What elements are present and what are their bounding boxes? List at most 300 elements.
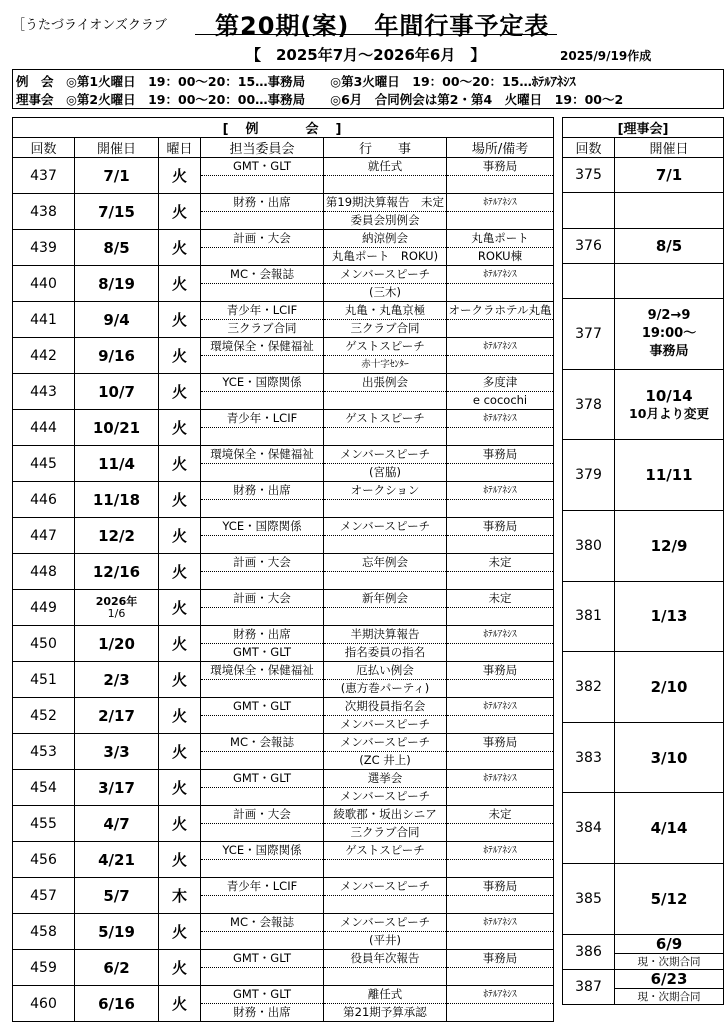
meeting-event bbox=[324, 194, 447, 230]
board-number: 380 bbox=[563, 510, 615, 581]
meeting-event bbox=[324, 482, 447, 518]
meeting-weekday: 火 bbox=[159, 302, 201, 338]
meeting-committee-line bbox=[201, 248, 323, 265]
meeting-place-line bbox=[447, 500, 553, 517]
meeting-weekday: 火 bbox=[159, 518, 201, 554]
meeting-place-line bbox=[447, 824, 553, 841]
board-date-line: 10/14 bbox=[645, 386, 693, 405]
board-number: 381 bbox=[563, 581, 615, 652]
meeting-weekday: 火 bbox=[159, 770, 201, 806]
meeting-place-line: 事務局 bbox=[447, 950, 553, 968]
column-header: 開催日 bbox=[75, 138, 159, 158]
meeting-committee bbox=[201, 950, 324, 986]
meeting-place bbox=[447, 842, 554, 878]
meeting-place-line: ﾎﾃﾙｱﾈｼｽ bbox=[447, 338, 553, 356]
meeting-place-line bbox=[447, 428, 553, 445]
meeting-committee bbox=[201, 986, 324, 1022]
meeting-date: 1/20 bbox=[75, 626, 159, 662]
board-number: 378 bbox=[563, 369, 615, 440]
meeting-event-line: 三クラブ合同 bbox=[350, 321, 420, 335]
meeting-event-line bbox=[324, 896, 446, 913]
board-date bbox=[615, 934, 724, 969]
meeting-event bbox=[324, 374, 447, 410]
board-date bbox=[615, 863, 724, 934]
meeting-committee-line bbox=[201, 824, 323, 841]
meeting-place-line: ﾎﾃﾙｱﾈｼｽ bbox=[447, 626, 553, 644]
board-date-line: 6/23 bbox=[650, 969, 688, 988]
meeting-committee-line bbox=[201, 716, 323, 733]
board-date bbox=[615, 158, 724, 193]
meeting-event-line: メンバースピーチ bbox=[324, 878, 446, 896]
meeting-number: 452 bbox=[13, 698, 75, 734]
meeting-date: 5/7 bbox=[75, 878, 159, 914]
board-row bbox=[563, 299, 724, 370]
board-table bbox=[562, 117, 724, 1005]
meetings-table bbox=[12, 117, 554, 1022]
meeting-weekday: 火 bbox=[159, 446, 201, 482]
meeting-weekday: 火 bbox=[159, 986, 201, 1022]
meeting-place-line bbox=[447, 860, 553, 877]
meeting-row bbox=[13, 302, 554, 338]
meeting-number: 450 bbox=[13, 626, 75, 662]
meeting-date: 10/21 bbox=[75, 410, 159, 446]
meeting-committee-line: 三クラブ合同 bbox=[227, 321, 297, 335]
meeting-place bbox=[447, 410, 554, 446]
meeting-number: 448 bbox=[13, 554, 75, 590]
meeting-committee bbox=[201, 446, 324, 482]
meeting-committee-line bbox=[201, 536, 323, 553]
meeting-committee-line: GMT・GLT bbox=[201, 770, 323, 788]
board-date bbox=[615, 263, 724, 298]
meeting-place-line: ﾎﾃﾙｱﾈｼｽ bbox=[447, 194, 553, 212]
meeting-weekday: 火 bbox=[159, 590, 201, 626]
meeting-event bbox=[324, 518, 447, 554]
meeting-committee-line: 計画・大会 bbox=[201, 554, 323, 572]
meeting-place bbox=[447, 950, 554, 986]
meeting-event-line: 選挙会 bbox=[324, 770, 446, 788]
meeting-committee-line bbox=[201, 608, 323, 625]
meeting-committee-line: GMT・GLT bbox=[201, 986, 323, 1004]
schedule-info-box bbox=[12, 69, 724, 109]
meeting-weekday: 火 bbox=[159, 950, 201, 986]
meeting-weekday: 火 bbox=[159, 230, 201, 266]
meeting-row bbox=[13, 230, 554, 266]
meeting-event-line: 離任式 bbox=[324, 986, 446, 1004]
meeting-row bbox=[13, 914, 554, 950]
meeting-committee bbox=[201, 302, 324, 338]
meeting-event-line: メンバースピーチ bbox=[324, 446, 446, 464]
meeting-date: 7/15 bbox=[75, 194, 159, 230]
board-number: 382 bbox=[563, 652, 615, 723]
meeting-event bbox=[324, 662, 447, 698]
meeting-committee bbox=[201, 518, 324, 554]
meeting-place-line bbox=[447, 572, 553, 589]
meeting-date: 9/4 bbox=[75, 302, 159, 338]
meeting-place bbox=[447, 338, 554, 374]
meeting-date: 2/17 bbox=[75, 698, 159, 734]
meeting-committee-line bbox=[201, 464, 323, 481]
meeting-committee-line bbox=[201, 428, 323, 445]
meeting-event-line: 半期決算報告 bbox=[324, 626, 446, 644]
meeting-number: 443 bbox=[13, 374, 75, 410]
meeting-committee-line bbox=[201, 968, 323, 985]
meeting-event bbox=[324, 950, 447, 986]
meeting-event-line: ゲストスピーチ bbox=[324, 410, 446, 428]
board-number: 375 bbox=[563, 158, 615, 193]
meeting-date: 2/3 bbox=[75, 662, 159, 698]
meeting-row bbox=[13, 806, 554, 842]
meeting-row bbox=[13, 518, 554, 554]
board-row bbox=[563, 793, 724, 864]
meeting-event-line: (ZC 井上) bbox=[359, 753, 411, 767]
meeting-date: 4/7 bbox=[75, 806, 159, 842]
meeting-event-line: 委員会別例会 bbox=[350, 213, 420, 227]
meeting-weekday: 火 bbox=[159, 662, 201, 698]
meeting-event-line: メンバースピーチ bbox=[324, 518, 446, 536]
meeting-place-line: オークラホテル丸亀 bbox=[447, 302, 553, 320]
board-number: 384 bbox=[563, 793, 615, 864]
meeting-place-line: 事務局 bbox=[447, 158, 553, 176]
meeting-event bbox=[324, 302, 447, 338]
meeting-committee-line bbox=[201, 356, 323, 373]
meeting-number: 458 bbox=[13, 914, 75, 950]
meeting-date: 12/2 bbox=[75, 518, 159, 554]
board-number: 385 bbox=[563, 863, 615, 934]
board-row bbox=[563, 440, 724, 511]
meeting-event-line bbox=[324, 428, 446, 445]
created-date: 2025/9/19作成 bbox=[560, 49, 652, 63]
meeting-committee bbox=[201, 806, 324, 842]
meeting-event-line: (宮脇) bbox=[369, 465, 401, 479]
meeting-event-line: 厄払い例会 bbox=[324, 662, 446, 680]
meeting-row bbox=[13, 410, 554, 446]
meeting-row bbox=[13, 986, 554, 1022]
meeting-place bbox=[447, 230, 554, 266]
meeting-committee bbox=[201, 266, 324, 302]
meeting-place-line bbox=[447, 968, 553, 985]
meeting-place-line: 事務局 bbox=[447, 446, 553, 464]
board-date bbox=[615, 722, 724, 793]
meeting-place-line bbox=[447, 464, 553, 481]
meeting-place-line bbox=[447, 320, 553, 337]
meeting-event-line: (恵方巻パーティ) bbox=[340, 681, 430, 695]
meeting-event bbox=[324, 266, 447, 302]
period-label: 【 2025年7月～2026年6月 】 bbox=[246, 46, 486, 64]
meeting-place-line: e cocochi bbox=[472, 393, 528, 407]
meeting-place-line bbox=[447, 536, 553, 553]
meeting-event-line: 新年例会 bbox=[324, 590, 446, 608]
meeting-committee-line bbox=[201, 176, 323, 193]
meeting-number: 447 bbox=[13, 518, 75, 554]
board-row bbox=[563, 863, 724, 934]
meeting-date: 6/2 bbox=[75, 950, 159, 986]
meeting-place-line bbox=[447, 284, 553, 301]
board-date-line: 5/12 bbox=[650, 889, 688, 908]
meeting-event bbox=[324, 734, 447, 770]
meeting-committee-line bbox=[201, 392, 323, 409]
meeting-place-line: ﾎﾃﾙｱﾈｼｽ bbox=[447, 482, 553, 500]
meeting-committee-line: YCE・国際関係 bbox=[201, 518, 323, 536]
meeting-place bbox=[447, 590, 554, 626]
meeting-committee bbox=[201, 770, 324, 806]
meeting-date: 10/7 bbox=[75, 374, 159, 410]
meeting-row bbox=[13, 626, 554, 662]
meeting-event-line bbox=[324, 572, 446, 589]
meeting-place-line: 未定 bbox=[447, 590, 553, 608]
meeting-place bbox=[447, 914, 554, 950]
info-line-meeting: 例 会 ◎第1火曜日 19：00～20：15…事務局 ◎第3火曜日 19：00～20：15…ﾎﾃﾙｱﾈｼｽ bbox=[16, 74, 576, 89]
meeting-event-line: メンバースピーチ bbox=[324, 266, 446, 284]
meeting-place-line: ﾎﾃﾙｱﾈｼｽ bbox=[447, 986, 553, 1004]
meeting-number: 442 bbox=[13, 338, 75, 374]
meeting-committee-line: GMT・GLT bbox=[201, 950, 323, 968]
meeting-date: 3/17 bbox=[75, 770, 159, 806]
meeting-committee bbox=[201, 374, 324, 410]
meeting-committee bbox=[201, 842, 324, 878]
meeting-number: 455 bbox=[13, 806, 75, 842]
meeting-weekday: 火 bbox=[159, 374, 201, 410]
column-header: 曜日 bbox=[159, 138, 201, 158]
meeting-place bbox=[447, 266, 554, 302]
meeting-committee bbox=[201, 338, 324, 374]
meeting-committee bbox=[201, 662, 324, 698]
meeting-place-line bbox=[447, 716, 553, 733]
meeting-weekday: 火 bbox=[159, 806, 201, 842]
meeting-number: 444 bbox=[13, 410, 75, 446]
meeting-committee bbox=[201, 482, 324, 518]
meeting-committee bbox=[201, 698, 324, 734]
meeting-event bbox=[324, 806, 447, 842]
meeting-committee-line: YCE・国際関係 bbox=[201, 374, 323, 392]
meeting-committee-line: MC・会報誌 bbox=[201, 734, 323, 752]
board-row bbox=[563, 722, 724, 793]
board-date bbox=[615, 228, 724, 263]
meeting-weekday: 火 bbox=[159, 410, 201, 446]
board-row bbox=[563, 193, 724, 228]
board-date-line: 2/10 bbox=[650, 677, 688, 696]
meeting-row bbox=[13, 374, 554, 410]
meeting-committee bbox=[201, 878, 324, 914]
meeting-row bbox=[13, 842, 554, 878]
meeting-number: 460 bbox=[13, 986, 75, 1022]
board-date-line: 19:00～ bbox=[641, 325, 697, 341]
meeting-event bbox=[324, 338, 447, 374]
meeting-committee-line: 計画・大会 bbox=[201, 590, 323, 608]
meeting-place-line: 事務局 bbox=[447, 662, 553, 680]
meeting-place bbox=[447, 374, 554, 410]
meeting-committee-line: 青少年・LCIF bbox=[201, 302, 323, 320]
board-number: 387 bbox=[563, 969, 615, 1004]
meeting-event bbox=[324, 698, 447, 734]
meeting-number: 446 bbox=[13, 482, 75, 518]
meeting-number: 445 bbox=[13, 446, 75, 482]
board-number bbox=[563, 193, 615, 228]
board-note: 現・次期合同 bbox=[615, 953, 723, 969]
meeting-weekday: 火 bbox=[159, 842, 201, 878]
meeting-event bbox=[324, 770, 447, 806]
meeting-place bbox=[447, 878, 554, 914]
meeting-committee-line: 計画・大会 bbox=[201, 230, 323, 248]
board-row bbox=[563, 510, 724, 581]
meeting-event-line bbox=[324, 536, 446, 553]
meeting-committee-line: 財務・出席 bbox=[233, 1005, 291, 1019]
board-row bbox=[563, 228, 724, 263]
meeting-number: 438 bbox=[13, 194, 75, 230]
meeting-committee bbox=[201, 410, 324, 446]
meeting-place bbox=[447, 806, 554, 842]
meeting-place-line bbox=[447, 1004, 553, 1021]
meeting-row bbox=[13, 950, 554, 986]
board-row bbox=[563, 158, 724, 193]
board-date-line: 事務局 bbox=[649, 343, 689, 359]
meeting-event-line bbox=[324, 968, 446, 985]
meeting-number: 453 bbox=[13, 734, 75, 770]
meeting-event-line: (三木) bbox=[369, 285, 401, 299]
board-date-line: 9/2→9 bbox=[647, 307, 691, 323]
meeting-place-line: ﾎﾃﾙｱﾈｼｽ bbox=[447, 698, 553, 716]
board-number bbox=[563, 263, 615, 298]
meeting-row bbox=[13, 770, 554, 806]
meeting-place-line bbox=[447, 896, 553, 913]
club-name: ［うたづライオンズクラブ bbox=[12, 18, 167, 33]
meeting-place-line: ﾎﾃﾙｱﾈｼｽ bbox=[447, 770, 553, 788]
meeting-event-line: ゲストスピーチ bbox=[324, 842, 446, 860]
board-date bbox=[615, 369, 724, 440]
meeting-place bbox=[447, 734, 554, 770]
meeting-committee-line: YCE・国際関係 bbox=[201, 842, 323, 860]
meeting-event-line: メンバースピーチ bbox=[339, 717, 431, 731]
meeting-number: 440 bbox=[13, 266, 75, 302]
board-date-line: 11/11 bbox=[645, 466, 693, 485]
meeting-event-line: 第19期決算報告 未定 bbox=[324, 194, 446, 212]
board-date-line: 6/9 bbox=[655, 934, 683, 953]
meeting-date: 12/16 bbox=[75, 554, 159, 590]
meeting-date: 7/1 bbox=[75, 158, 159, 194]
meeting-event bbox=[324, 878, 447, 914]
meeting-event-line: 丸亀・丸亀京極 bbox=[324, 302, 446, 320]
meeting-row bbox=[13, 734, 554, 770]
meeting-row bbox=[13, 194, 554, 230]
meeting-row bbox=[13, 662, 554, 698]
meeting-committee-line: 環境保全・保健福祉 bbox=[201, 446, 323, 464]
meeting-event-line: 納涼例会 bbox=[324, 230, 446, 248]
meeting-place bbox=[447, 698, 554, 734]
meeting-place-line: 未定 bbox=[447, 554, 553, 572]
board-date-line: 12/9 bbox=[650, 536, 688, 555]
meeting-committee-line: 環境保全・保健福祉 bbox=[201, 662, 323, 680]
meeting-committee-line: 計画・大会 bbox=[201, 806, 323, 824]
meeting-date: 4/21 bbox=[75, 842, 159, 878]
meeting-place bbox=[447, 482, 554, 518]
column-header: 回数 bbox=[563, 138, 615, 158]
meeting-place-line bbox=[447, 212, 553, 229]
meeting-row bbox=[13, 482, 554, 518]
meeting-number: 459 bbox=[13, 950, 75, 986]
meeting-committee bbox=[201, 230, 324, 266]
meeting-committee-line bbox=[201, 932, 323, 949]
meetings-section-title: [ 例 会 ] bbox=[13, 118, 554, 138]
meeting-event bbox=[324, 446, 447, 482]
board-number: 386 bbox=[563, 934, 615, 969]
meeting-number: 437 bbox=[13, 158, 75, 194]
board-date-line: 8/5 bbox=[655, 236, 683, 255]
meeting-committee-line bbox=[201, 752, 323, 769]
board-date-line: 10月より変更 bbox=[629, 405, 709, 421]
meeting-event bbox=[324, 626, 447, 662]
meeting-date: 9/16 bbox=[75, 338, 159, 374]
meeting-place-line: 丸亀ポート bbox=[447, 230, 553, 248]
board-note: 現・次期合同 bbox=[615, 988, 723, 1004]
meeting-place-line bbox=[447, 356, 553, 373]
board-date bbox=[615, 969, 724, 1004]
meeting-event-line bbox=[324, 500, 446, 517]
column-header: 開催日 bbox=[615, 138, 724, 158]
board-date-line: 4/14 bbox=[650, 819, 688, 838]
meeting-event-line: (平井) bbox=[369, 933, 401, 947]
meeting-place-line: 事務局 bbox=[447, 734, 553, 752]
meeting-event-line: 忘年例会 bbox=[324, 554, 446, 572]
meeting-place-line bbox=[447, 932, 553, 949]
meeting-date: 8/5 bbox=[75, 230, 159, 266]
meeting-place bbox=[447, 770, 554, 806]
meeting-committee-line bbox=[201, 788, 323, 805]
meeting-weekday: 火 bbox=[159, 914, 201, 950]
meeting-place-line bbox=[447, 680, 553, 697]
board-number: 376 bbox=[563, 228, 615, 263]
meeting-committee bbox=[201, 914, 324, 950]
meeting-place-line: ﾎﾃﾙｱﾈｼｽ bbox=[447, 266, 553, 284]
meeting-event bbox=[324, 230, 447, 266]
meeting-event bbox=[324, 158, 447, 194]
meeting-event-line bbox=[324, 176, 446, 193]
meeting-event bbox=[324, 590, 447, 626]
meeting-date-line: 1/6 bbox=[107, 606, 126, 620]
meeting-committee bbox=[201, 734, 324, 770]
board-number: 383 bbox=[563, 722, 615, 793]
meeting-date: 5/19 bbox=[75, 914, 159, 950]
meeting-weekday: 火 bbox=[159, 158, 201, 194]
meeting-committee bbox=[201, 626, 324, 662]
meeting-place bbox=[447, 986, 554, 1022]
meeting-committee bbox=[201, 554, 324, 590]
meeting-date: 8/19 bbox=[75, 266, 159, 302]
meeting-number: 454 bbox=[13, 770, 75, 806]
meeting-committee-line bbox=[201, 860, 323, 877]
meeting-date: 11/4 bbox=[75, 446, 159, 482]
meeting-committee-line bbox=[201, 680, 323, 697]
meeting-event-line: ゲストスピーチ bbox=[324, 338, 446, 356]
meeting-place bbox=[447, 302, 554, 338]
meeting-event bbox=[324, 914, 447, 950]
page-title: 第20期(案) 年間行事予定表 bbox=[215, 12, 550, 40]
meeting-row bbox=[13, 878, 554, 914]
meeting-committee-line: GMT・GLT bbox=[201, 698, 323, 716]
meeting-place bbox=[447, 446, 554, 482]
meeting-event bbox=[324, 410, 447, 446]
meeting-date bbox=[75, 590, 159, 626]
column-header: 行 事 bbox=[324, 138, 447, 158]
meeting-place bbox=[447, 662, 554, 698]
meeting-event-line: 指名委員の指名 bbox=[344, 645, 426, 659]
board-row bbox=[563, 934, 724, 969]
board-row bbox=[563, 969, 724, 1004]
meeting-committee-line bbox=[201, 572, 323, 589]
meeting-place-line bbox=[447, 752, 553, 769]
meeting-event-line: 役員年次報告 bbox=[324, 950, 446, 968]
board-date bbox=[615, 510, 724, 581]
column-header: 場所/備考 bbox=[447, 138, 554, 158]
meeting-place-line bbox=[447, 608, 553, 625]
